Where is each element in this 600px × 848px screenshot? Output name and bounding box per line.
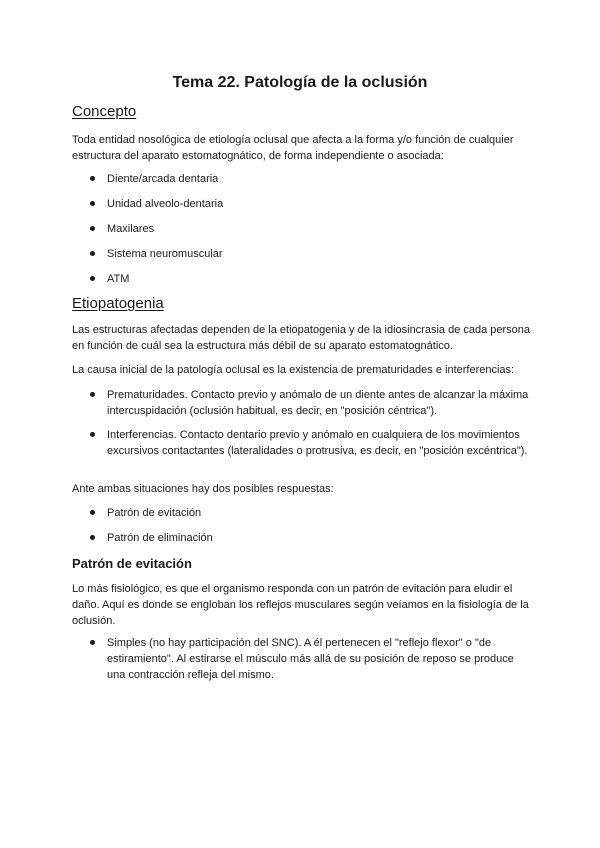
bullet-icon	[90, 535, 95, 540]
list-item: Diente/arcada dentaria	[72, 171, 534, 196]
etiopatogenia-para-1: Las estructuras afectadas dependen de la etiopatogenia y de la idiosincrasia de cada persona en función de cuál sea la estructura más débil de su aparato estomatognático.	[72, 324, 531, 352]
etiopatogenia-para-3: Ante ambas situaciones hay dos posibles respuestas:	[72, 483, 334, 495]
list-item: Prematuridades. Contacto previo y anómalo de un diente antes de alcanzar la máxima intercuspidación (oclusión habitual, es decir, en "posición céntrica").	[72, 387, 534, 419]
bullet-icon	[90, 392, 95, 397]
responses-list	[72, 505, 534, 555]
heading-patron-evitacion: Patrón de evitación	[72, 556, 192, 571]
bullet-icon	[90, 510, 95, 515]
page-title: Tema 22. Patología de la oclusión	[172, 74, 428, 91]
bullet-icon	[90, 226, 95, 231]
list-item: Patrón de evitación	[72, 505, 534, 530]
list-item: Interferencias. Contacto dentario previo y anómalo en cualquiera de los movimientos excursivos contactantes (lateralidades o protrusiva, es decir, en "posición excéntrica").	[72, 427, 534, 459]
bullet-icon	[90, 640, 95, 645]
list-item: Unidad alveolo-dentaria	[72, 196, 534, 221]
list-item: ATM	[72, 271, 534, 296]
heading-concepto: Concepto	[72, 103, 137, 120]
bullet-icon	[90, 432, 95, 437]
bullet-icon	[90, 276, 95, 281]
heading-etiopatogenia: Etiopatogenia	[72, 295, 164, 312]
bullet-icon	[90, 251, 95, 256]
causes-list	[72, 387, 534, 467]
etiopatogenia-para-2: La causa inicial de la patología oclusal es la existencia de prematuridades e interferencias:	[72, 364, 515, 376]
evitacion-list	[72, 635, 534, 683]
bullet-icon	[90, 176, 95, 181]
list-item: Patrón de eliminación	[72, 530, 534, 555]
concepto-intro: Toda entidad nosológica de etiología oclusal que afecta a la forma y/o función de cualquier estructura del aparato estomatognático, de forma independiente o asociada:	[72, 134, 514, 162]
list-item: Sistema neuromuscular	[72, 246, 534, 271]
evitacion-para: Lo más fisiológico, es que el organismo responda con un patrón de evitación para eludir el daño. Aquí es donde se engloban los reflejos musculares según veíamos en la fisiología de la oclusión.	[72, 583, 529, 627]
list-item: Simples (no hay participación del SNC). A él pertenecen el "reflejo flexor" o "de estiramiento". Al estirarse el músculo más allá de su posición de reposo se produce una contracción refleja del mismo.	[72, 635, 534, 683]
concepto-list	[72, 171, 534, 296]
bullet-icon	[90, 201, 95, 206]
list-item: Maxilares	[72, 221, 534, 246]
